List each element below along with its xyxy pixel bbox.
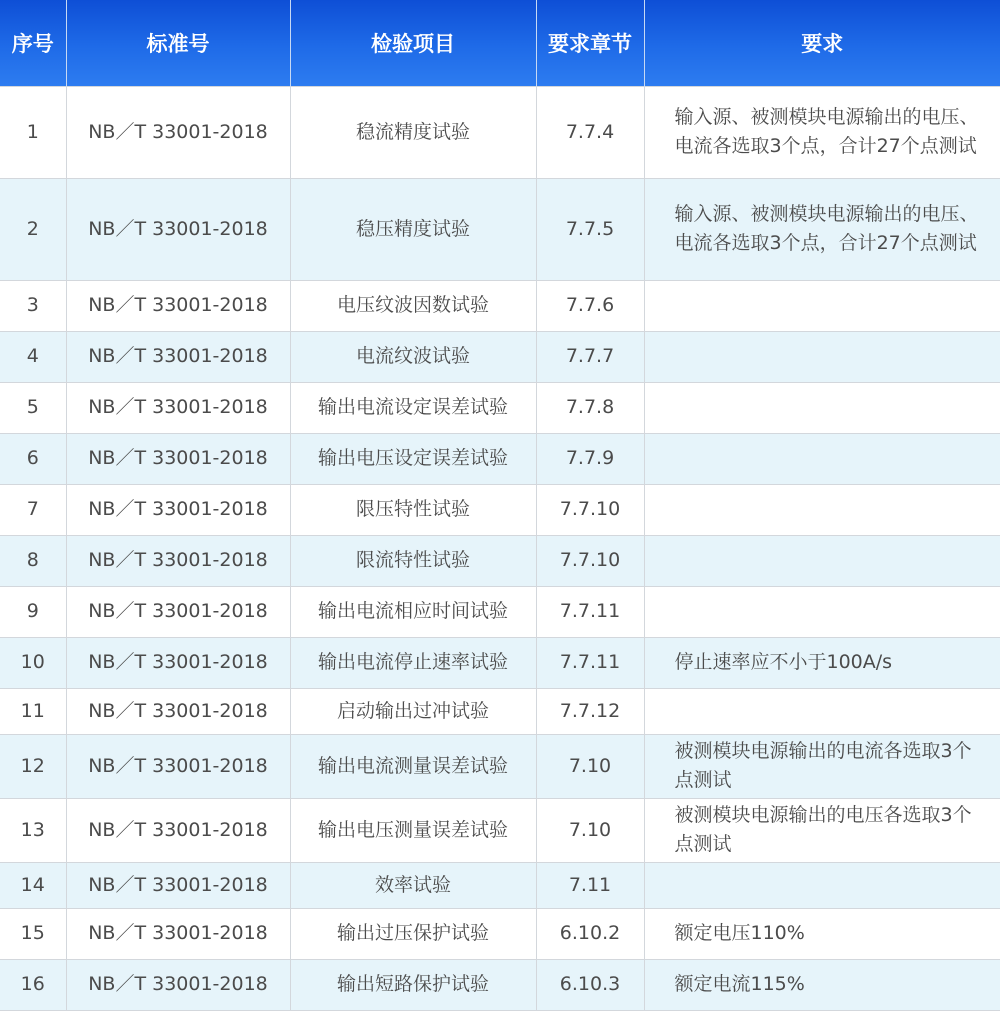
- cell-no: 9: [0, 586, 66, 637]
- cell-item: 输出电流停止速率试验: [290, 637, 536, 688]
- cell-no: 10: [0, 637, 66, 688]
- header-row: [0, 0, 1000, 86]
- header-item: 检验项目: [290, 0, 536, 86]
- cell-section: 7.7.8: [536, 382, 644, 433]
- cell-item: 输出电流相应时间试验: [290, 586, 536, 637]
- cell-no: 2: [0, 178, 66, 280]
- cell-no: 6: [0, 433, 66, 484]
- table-row: [0, 637, 1000, 688]
- cell-no: 16: [0, 959, 66, 1010]
- cell-requirement: [644, 382, 1000, 433]
- cell-item: 效率试验: [290, 862, 536, 908]
- table-body: [0, 86, 1000, 1010]
- table-row: [0, 959, 1000, 1010]
- table-row: [0, 734, 1000, 798]
- cell-standard: NB／T 33001-2018: [66, 433, 290, 484]
- cell-item: 输出短路保护试验: [290, 959, 536, 1010]
- cell-section: 7.7.6: [536, 280, 644, 331]
- header-section: 要求章节: [536, 0, 644, 86]
- cell-standard: NB／T 33001-2018: [66, 637, 290, 688]
- cell-no: 15: [0, 908, 66, 959]
- cell-item: 稳压精度试验: [290, 178, 536, 280]
- cell-requirement: 额定电压110%: [644, 908, 1000, 959]
- cell-section: 7.10: [536, 798, 644, 862]
- header-requirement: 要求: [644, 0, 1000, 86]
- cell-standard: NB／T 33001-2018: [66, 586, 290, 637]
- cell-requirement: [644, 280, 1000, 331]
- cell-section: 7.10: [536, 734, 644, 798]
- cell-item: 输出电流测量误差试验: [290, 734, 536, 798]
- cell-no: 12: [0, 734, 66, 798]
- cell-item: 限压特性试验: [290, 484, 536, 535]
- cell-standard: NB／T 33001-2018: [66, 178, 290, 280]
- cell-item: 电压纹波因数试验: [290, 280, 536, 331]
- table-header: [0, 0, 1000, 86]
- cell-section: 6.10.2: [536, 908, 644, 959]
- cell-requirement: 停止速率应不小于100A/s: [644, 637, 1000, 688]
- cell-section: 6.10.3: [536, 959, 644, 1010]
- cell-requirement: 被测模块电源输出的电流各选取3个点测试: [644, 734, 1000, 798]
- cell-requirement: [644, 586, 1000, 637]
- cell-standard: NB／T 33001-2018: [66, 862, 290, 908]
- table-row: [0, 382, 1000, 433]
- header-no: 序号: [0, 0, 66, 86]
- cell-requirement: [644, 331, 1000, 382]
- cell-item: 输出电压设定误差试验: [290, 433, 536, 484]
- table-row: [0, 484, 1000, 535]
- cell-item: 输出电压测量误差试验: [290, 798, 536, 862]
- cell-no: 8: [0, 535, 66, 586]
- cell-standard: NB／T 33001-2018: [66, 86, 290, 178]
- table-row: [0, 798, 1000, 862]
- cell-no: 7: [0, 484, 66, 535]
- cell-standard: NB／T 33001-2018: [66, 331, 290, 382]
- cell-requirement: [644, 535, 1000, 586]
- cell-standard: NB／T 33001-2018: [66, 382, 290, 433]
- table-row: [0, 86, 1000, 178]
- cell-requirement: [644, 688, 1000, 734]
- cell-section: 7.7.12: [536, 688, 644, 734]
- cell-item: 稳流精度试验: [290, 86, 536, 178]
- cell-item: 启动输出过冲试验: [290, 688, 536, 734]
- table-row: [0, 535, 1000, 586]
- cell-standard: NB／T 33001-2018: [66, 280, 290, 331]
- cell-standard: NB／T 33001-2018: [66, 734, 290, 798]
- cell-section: 7.7.10: [536, 484, 644, 535]
- table-row: [0, 908, 1000, 959]
- cell-no: 1: [0, 86, 66, 178]
- cell-no: 11: [0, 688, 66, 734]
- cell-section: 7.7.9: [536, 433, 644, 484]
- cell-standard: NB／T 33001-2018: [66, 959, 290, 1010]
- cell-standard: NB／T 33001-2018: [66, 688, 290, 734]
- table-row: [0, 433, 1000, 484]
- cell-no: 5: [0, 382, 66, 433]
- cell-section: 7.7.5: [536, 178, 644, 280]
- header-standard: 标准号: [66, 0, 290, 86]
- cell-item: 输出过压保护试验: [290, 908, 536, 959]
- cell-section: 7.7.11: [536, 586, 644, 637]
- cell-requirement: 输入源、被测模块电源输出的电压、电流各选取3个点，合计27个点测试: [644, 86, 1000, 178]
- cell-no: 13: [0, 798, 66, 862]
- table-row: [0, 862, 1000, 908]
- cell-requirement: 被测模块电源输出的电压各选取3个点测试: [644, 798, 1000, 862]
- cell-requirement: [644, 484, 1000, 535]
- cell-no: 14: [0, 862, 66, 908]
- cell-standard: NB／T 33001-2018: [66, 908, 290, 959]
- table-row: [0, 688, 1000, 734]
- cell-standard: NB／T 33001-2018: [66, 535, 290, 586]
- cell-section: 7.7.11: [536, 637, 644, 688]
- cell-requirement: 额定电流115%: [644, 959, 1000, 1010]
- cell-section: 7.7.7: [536, 331, 644, 382]
- cell-no: 4: [0, 331, 66, 382]
- cell-item: 电流纹波试验: [290, 331, 536, 382]
- cell-section: 7.7.10: [536, 535, 644, 586]
- table-row: [0, 280, 1000, 331]
- cell-section: 7.7.4: [536, 86, 644, 178]
- table-row: [0, 331, 1000, 382]
- cell-standard: NB／T 33001-2018: [66, 484, 290, 535]
- cell-requirement: [644, 433, 1000, 484]
- cell-item: 输出电流设定误差试验: [290, 382, 536, 433]
- cell-no: 3: [0, 280, 66, 331]
- cell-standard: NB／T 33001-2018: [66, 798, 290, 862]
- table-row: [0, 178, 1000, 280]
- cell-section: 7.11: [536, 862, 644, 908]
- cell-requirement: [644, 862, 1000, 908]
- table-row: [0, 586, 1000, 637]
- cell-requirement: 输入源、被测模块电源输出的电压、电流各选取3个点，合计27个点测试: [644, 178, 1000, 280]
- cell-item: 限流特性试验: [290, 535, 536, 586]
